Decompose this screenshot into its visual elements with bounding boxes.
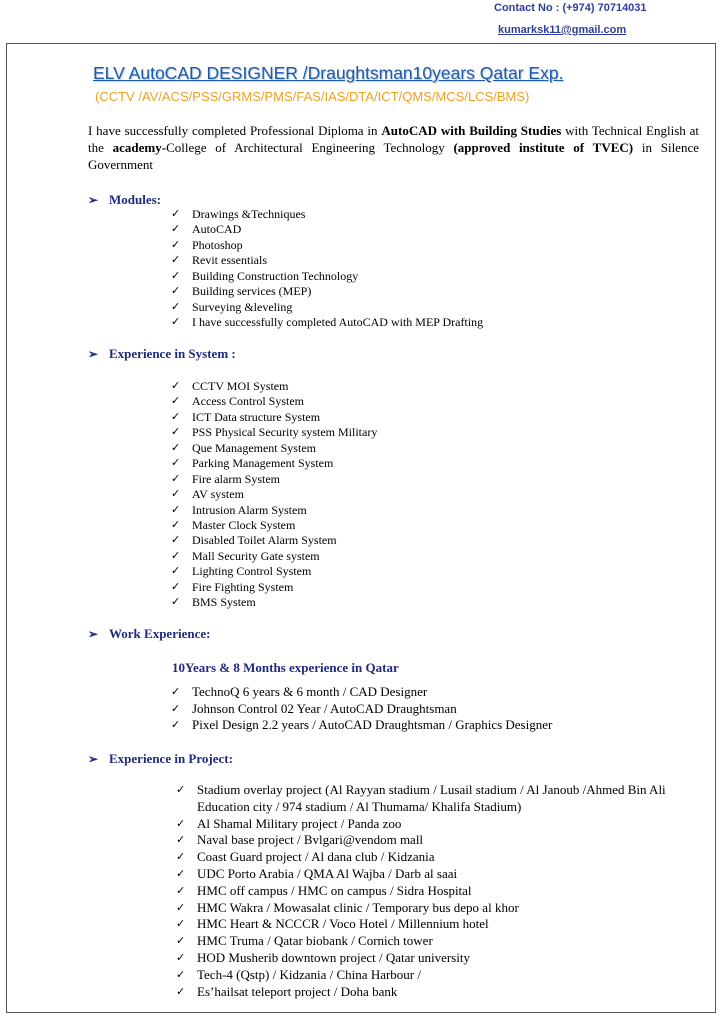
checkmark-icon: ✓ (176, 884, 186, 897)
list-item-text: Drawings &Techniques (192, 207, 306, 221)
list-item-text: BMS System (192, 595, 256, 610)
section-heading-label: Experience in System : (109, 346, 236, 361)
checkmark-icon: ✓ (176, 985, 186, 998)
arrow-bullet-icon: ➢ (88, 347, 99, 361)
list-item-text: HMC Truma / Qatar biobank / Cornich tower (197, 933, 433, 949)
list-item (176, 900, 697, 917)
list-item (171, 300, 483, 315)
list-item (176, 883, 697, 900)
list-item-text: Building Construction Technology (192, 268, 359, 283)
resume-title: ELV AutoCAD DESIGNER /Draughtsman10years Qatar Exp. (93, 63, 564, 83)
checkmark-icon: ✓ (171, 254, 181, 267)
list-item (171, 503, 377, 518)
checkmark-icon: ✓ (171, 238, 181, 251)
list-item-text: Disabled Toilet Alarm System (192, 533, 337, 548)
list-item (176, 782, 697, 816)
checkmark-icon: ✓ (176, 834, 186, 847)
list-item (171, 595, 377, 610)
checkmark-icon: ✓ (171, 223, 181, 236)
systems-list (171, 379, 377, 611)
intro-text: I have successfully completed Professional Diploma in (88, 123, 382, 138)
list-item (171, 238, 483, 253)
list-item (171, 684, 552, 701)
list-item-text: Photoshop (192, 237, 243, 252)
list-item-text: Stadium overlay project (Al Rayyan stadium / Lusail stadium / Al Janoub /Ahmed Bin Ali Education city / 974 stadium / Al Thumama/ Khalifa Stadium) (197, 782, 666, 814)
section-heading-label: Work Experience: (109, 626, 211, 641)
section-heading-work (88, 626, 210, 642)
list-item-text: Johnson Control 02 Year / AutoCAD Draughtsman (192, 700, 457, 716)
list-item-text: Que Management System (192, 440, 316, 455)
list-item-text: Access Control System (192, 394, 304, 409)
intro-bold: AutoCAD with Building Studies (381, 123, 562, 138)
list-item (171, 564, 377, 579)
list-item-text: HMC Wakra / Mowasalat clinic / Temporary bus depo al khor (197, 899, 519, 915)
checkmark-icon: ✓ (171, 518, 181, 531)
checkmark-icon: ✓ (171, 269, 181, 282)
list-item-text: Coast Guard project / Al dana club / Kidzania (197, 849, 435, 865)
intro-text: in Silence Government (88, 140, 699, 172)
checkmark-icon: ✓ (176, 935, 186, 948)
checkmark-icon: ✓ (171, 380, 181, 392)
list-item-text: Pixel Design 2.2 years / AutoCAD Draughtsman / Graphics Designer (192, 717, 553, 732)
checkmark-icon: ✓ (171, 300, 181, 313)
list-item-text: Master Clock System (192, 517, 296, 532)
checkmark-icon: ✓ (171, 686, 181, 698)
checkmark-icon: ✓ (171, 410, 181, 423)
list-item-text: Mall Security Gate system (192, 548, 320, 563)
list-item (171, 379, 377, 394)
checkmark-icon: ✓ (171, 549, 181, 562)
list-item-text: HOD Musherib downtown project / Qatar university (197, 949, 470, 965)
list-item-text: Fire Fighting System (192, 579, 294, 594)
contact-email-link[interactable]: kumarksk11@gmail.com (498, 24, 627, 36)
work-summary: 10Years & 8 Months experience in Qatar (172, 660, 399, 675)
intro-bold: academy- (112, 140, 167, 155)
list-item (171, 456, 377, 471)
list-item (171, 717, 552, 734)
list-item-text: ICT Data structure System (192, 409, 321, 424)
list-item (171, 394, 377, 409)
list-item (171, 533, 377, 548)
intro-paragraph (88, 122, 699, 173)
list-item-text: AV system (192, 487, 244, 502)
intro-text: with Technical English at the (88, 123, 700, 155)
list-item-text: PSS Physical Security system Military (192, 425, 378, 440)
list-item (171, 269, 483, 284)
checkmark-icon: ✓ (171, 702, 181, 715)
work-list (171, 684, 552, 734)
checkmark-icon: ✓ (171, 285, 181, 298)
checkmark-icon: ✓ (171, 395, 181, 408)
arrow-bullet-icon: ➢ (88, 627, 99, 641)
checkmark-icon: ✓ (171, 441, 181, 454)
list-item-text: Surveying &leveling (192, 299, 293, 314)
list-item (171, 222, 483, 237)
list-item-text: HMC Heart & NCCCR / Voco Hotel / Millennium hotel (197, 916, 489, 932)
checkmark-icon: ✓ (176, 901, 186, 914)
list-item (171, 315, 483, 330)
resume-subtitle: (CCTV /AV/ACS/PSS/GRMS/PMS/FAS/IAS/DTA/ICT/QMS/MCS/LCS/BMS) (95, 89, 530, 104)
list-item-text: Es’hailsat teleport project / Doha bank (197, 983, 398, 999)
checkmark-icon: ✓ (176, 951, 186, 964)
section-heading-systems (88, 346, 236, 362)
checkmark-icon: ✓ (176, 817, 186, 830)
section-heading-label: Experience in Project: (109, 751, 233, 766)
checkmark-icon: ✓ (171, 503, 181, 516)
list-item-text: Lighting Control System (192, 564, 312, 579)
checkmark-icon: ✓ (171, 208, 181, 220)
checkmark-icon: ✓ (176, 867, 186, 880)
checkmark-icon: ✓ (171, 426, 181, 439)
list-item (171, 207, 483, 222)
modules-list (171, 207, 483, 331)
intro-bold: (approved institute of TVEC) (453, 140, 634, 155)
list-item (171, 518, 377, 533)
arrow-bullet-icon: ➢ (88, 752, 99, 766)
list-item (171, 253, 483, 268)
checkmark-icon: ✓ (171, 534, 181, 547)
checkmark-icon: ✓ (171, 457, 181, 470)
list-item (171, 410, 377, 425)
checkmark-icon: ✓ (171, 596, 181, 609)
list-item-text: Tech-4 (Qstp) / Kidzania / China Harbour / (197, 966, 421, 982)
checkmark-icon: ✓ (171, 580, 181, 593)
list-item (171, 549, 377, 564)
checkmark-icon: ✓ (176, 851, 186, 864)
list-item-text: TechnoQ 6 years & 6 month / CAD Designer (192, 684, 428, 699)
list-item (176, 984, 697, 1001)
projects-list (176, 782, 697, 1000)
list-item (176, 832, 697, 849)
contact-phone: Contact No : (+974) 70714031 (494, 2, 647, 14)
list-item-text: Naval base project / Bvlgari@vendom mall (197, 832, 424, 848)
list-item (176, 933, 697, 950)
section-heading-label: Modules: (109, 192, 161, 207)
list-item-text: UDC Porto Arabia / QMA Al Wajba / Darb al saai (197, 865, 458, 881)
list-item (176, 866, 697, 883)
list-item-text: Parking Management System (192, 456, 334, 471)
checkmark-icon: ✓ (171, 472, 181, 485)
list-item (176, 816, 697, 833)
list-item-text: CCTV MOI System (192, 379, 289, 393)
list-item (176, 916, 697, 933)
list-item (171, 284, 483, 299)
checkmark-icon: ✓ (176, 918, 186, 931)
checkmark-icon: ✓ (176, 784, 186, 796)
section-heading-modules (88, 192, 161, 208)
list-item-text: I have successfully completed AutoCAD with MEP Drafting (192, 315, 484, 330)
list-item (171, 487, 377, 502)
list-item-text: Fire alarm System (192, 471, 280, 486)
list-item-text: Revit essentials (192, 253, 267, 268)
list-item-text: Al Shamal Military project / Panda zoo (197, 815, 402, 831)
list-item (171, 441, 377, 456)
checkmark-icon: ✓ (171, 565, 181, 578)
checkmark-icon: ✓ (171, 719, 181, 731)
list-item-text: Intrusion Alarm System (192, 502, 307, 517)
list-item (171, 425, 377, 440)
list-item (171, 472, 377, 487)
checkmark-icon: ✓ (171, 316, 181, 329)
list-item (176, 849, 697, 866)
checkmark-icon: ✓ (176, 968, 186, 981)
list-item (171, 701, 552, 718)
list-item-text: Building services (MEP) (192, 284, 312, 299)
intro-text: College of Architectural Engineering Technology (166, 140, 454, 155)
checkmark-icon: ✓ (171, 488, 181, 501)
section-heading-projects (88, 751, 233, 767)
list-item (171, 580, 377, 595)
list-item (176, 950, 697, 967)
list-item-text: HMC off campus / HMC on campus / Sidra Hospital (197, 882, 472, 898)
list-item-text: AutoCAD (192, 222, 242, 237)
list-item (176, 967, 697, 984)
arrow-bullet-icon: ➢ (88, 193, 99, 207)
